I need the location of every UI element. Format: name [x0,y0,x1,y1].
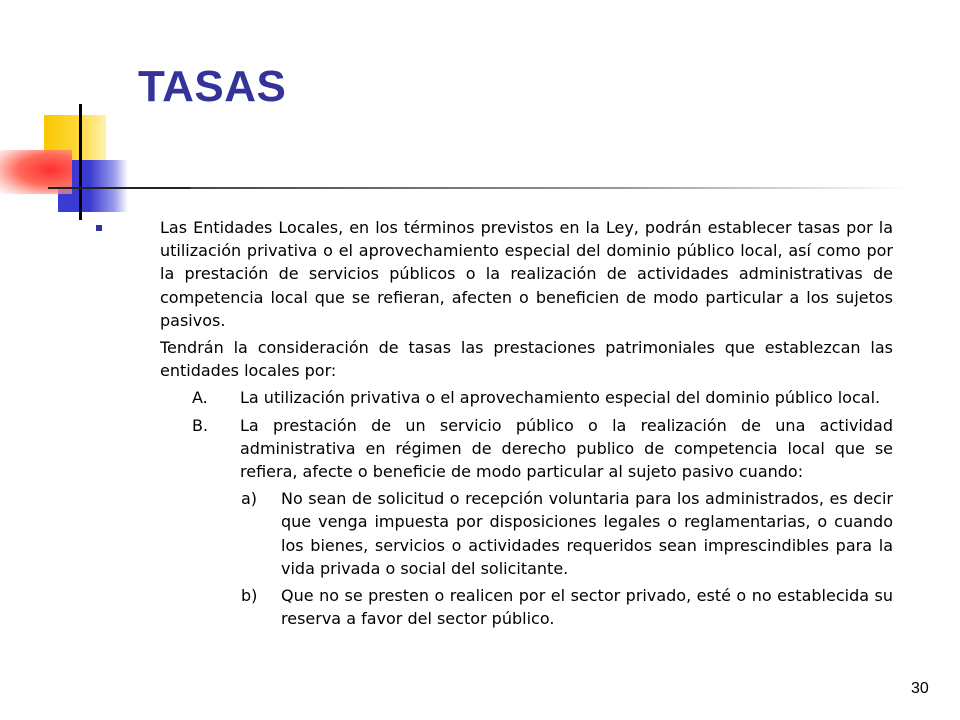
sublist-item-text: Que no se presten o realicen por el sector privado, esté o no establecida su reserva a favor del sector público. [281,586,893,629]
sublist-item-label: a) [241,489,258,509]
horizontal-line-decoration [48,187,208,189]
sublist-item-a [160,487,893,580]
list-item-label: A. [192,388,208,408]
list-item-text: La prestación de un servicio público o la realización de una actividad administrativa en régimen de derecho publico de competencia local que se refiera, afecte o beneficie de modo particular al sujeto pasivo cuando: [240,415,893,482]
list-item-a [160,386,893,409]
vertical-line-decoration [79,104,82,220]
sublist-item-label: b) [241,586,258,606]
slide-body [160,216,893,634]
body-paragraph-1: Las Entidades Locales, en los términos previstos en la Ley, podrán establecer tasas por la utilización privativa o el aprovechamiento especial del dominio público local, así como por la prestación de servicios públicos o la realización de actividades administrativas de competencia local que se refieran, afecten o beneficien de modo particular a los sujetos pasivos. [160,218,893,330]
sublist-item-b [160,584,893,630]
page-number: 30 [911,680,929,697]
slide-title: TASAS [138,62,287,111]
list-item-text: La utilización privativa o el aprovechamiento especial del dominio público local. [240,388,881,408]
body-paragraph-2: Tendrán la consideración de tasas las prestaciones patrimoniales que establezcan las entidades locales por: [160,338,893,381]
title-underline-rule [190,187,910,189]
sublist-item-text: No sean de solicitud o recepción voluntaria para los administrados, es decir que venga impuesta por disposiciones legales o reglamentarias, o cuando los bienes, servicios o actividades requeridos sean imprescindibles para la vida privada o social del solicitante. [281,489,893,578]
list-item-b [160,414,893,484]
list-item-label: B. [192,415,209,435]
square-bullet-icon [96,225,102,231]
